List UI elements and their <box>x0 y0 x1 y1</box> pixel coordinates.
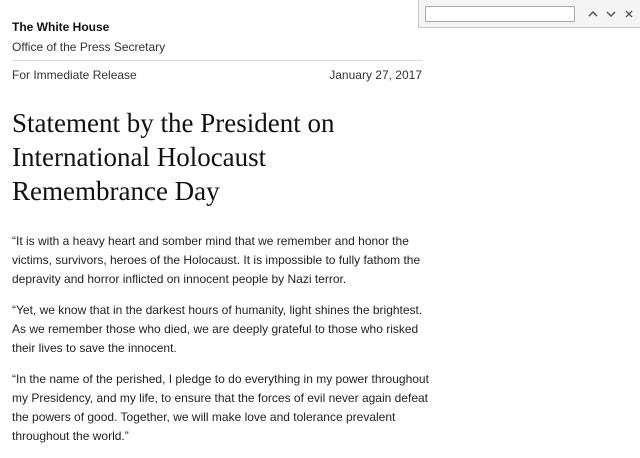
find-bar <box>418 0 640 28</box>
paragraph-line: As we remember those who died, we are deeply grateful to those who risked <box>12 322 419 336</box>
paragraph-line: the powers of good. Together, we will make love and tolerance prevalent <box>12 410 396 424</box>
page-title <box>12 106 412 208</box>
release-date: January 27, 2017 <box>329 68 422 82</box>
divider <box>12 60 422 61</box>
paragraph-line: “It is with a heavy heart and somber mind that we remember and honor the <box>12 234 409 248</box>
org-subtitle: Office of the Press Secretary <box>12 40 166 54</box>
chevron-down-icon[interactable] <box>603 6 619 22</box>
paragraph-line: their lives to save the innocent. <box>12 341 177 355</box>
paragraph-line: throughout the world.” <box>12 429 129 443</box>
find-input[interactable] <box>425 6 575 22</box>
close-icon[interactable] <box>621 6 637 22</box>
chevron-up-icon[interactable] <box>585 6 601 22</box>
paragraph <box>12 232 422 289</box>
paragraph-line: “In the name of the perished, I pledge to do everything in my power throughout <box>12 372 429 386</box>
page-title-line: International Holocaust <box>12 142 267 172</box>
paragraph <box>12 301 422 358</box>
paragraph-line: depravity and horror inflicted on innocent people by Nazi terror. <box>12 272 347 286</box>
page-title-line: Remembrance Day <box>12 176 220 206</box>
release-row <box>12 68 422 84</box>
page-title-line: Statement by the President on <box>12 108 335 138</box>
paragraph <box>12 370 429 446</box>
org-title: The White House <box>12 20 110 34</box>
paragraph-line: “Yet, we know that in the darkest hours of humanity, light shines the brightest. <box>12 303 423 317</box>
paragraph-line: my Presidency, and my life, to ensure that the forces of evil never again defeat <box>12 391 428 405</box>
statement-body <box>12 232 429 458</box>
paragraph-line: victims, survivors, heroes of the Holocaust. It is impossible to fully fathom the <box>12 253 421 267</box>
release-label: For Immediate Release <box>12 68 137 82</box>
